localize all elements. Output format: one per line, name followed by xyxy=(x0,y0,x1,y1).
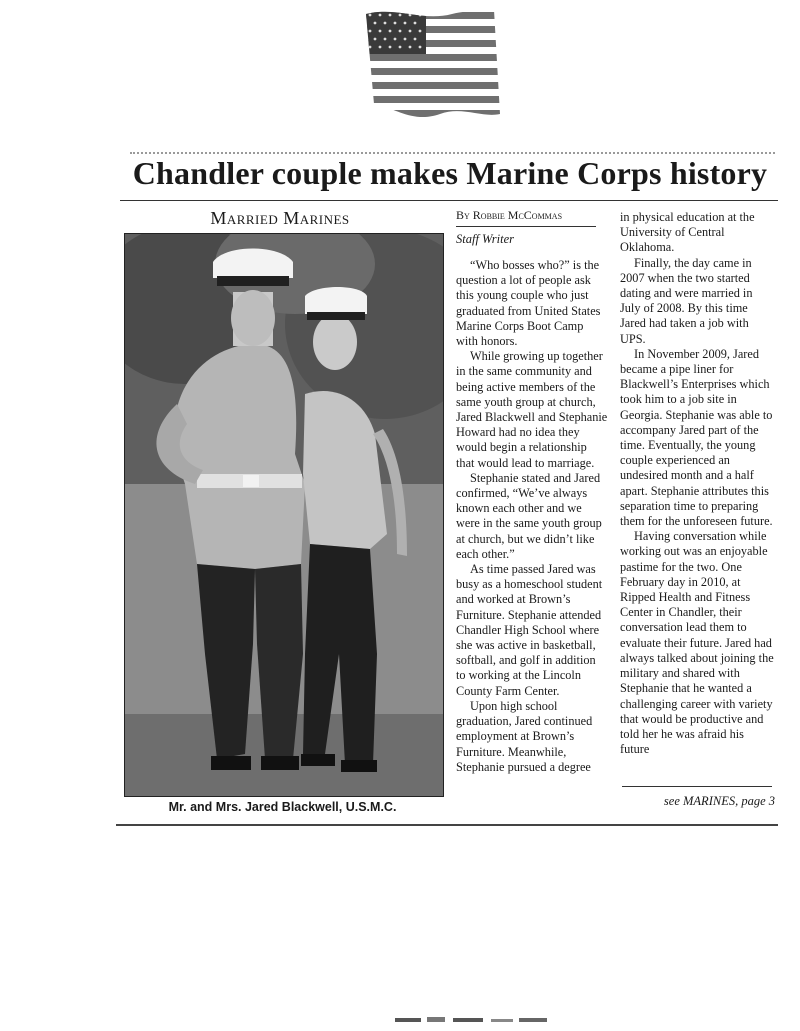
paragraph: Stephanie stated and Jared confirmed, “We’ve always known each other and we were in the same youth group at church, but we didn’t like each other.” xyxy=(456,470,602,561)
headline-underline xyxy=(120,200,778,201)
article-column-1 xyxy=(456,258,608,808)
paragraph: In November 2009, Jared became a pipe liner for Blackwell’s Enterprises which took him to a job site in Georgia. Stephanie was able to accompany Jared part of the time. Eventually, the young couple experienced an undesired month and a half apart. Stephanie attributes this separation time to preparing them for the unforeseen future. xyxy=(620,346,773,529)
paragraph: in physical education at the University of Central Oklahoma. xyxy=(620,210,755,255)
column-end-rule xyxy=(622,786,772,787)
headline: Chandler couple makes Marine Corps history xyxy=(132,155,768,191)
scan-artifact-icon xyxy=(395,1016,555,1024)
section-label: Married Marines xyxy=(210,208,350,228)
paragraph: While growing up together in the same community and being active members of the same youth group at church, Jared Blackwell and Stephanie Howard had no idea they would begin a relationship that would lead to marriage. xyxy=(456,349,608,470)
paragraph: “Who bosses who?” is the question a lot of people ask this young couple who just graduated from United States Marine Corps Boot Camp with honors. xyxy=(456,258,601,349)
byline: By Robbie McCommas xyxy=(456,208,563,222)
photo-caption: Mr. and Mrs. Jared Blackwell, U.S.M.C. xyxy=(168,800,397,814)
byline-rule xyxy=(456,226,596,227)
headline-dotted-rule xyxy=(130,152,775,154)
jump-line: see MARINES, page 3 xyxy=(663,794,775,808)
paragraph: As time passed Jared was busy as a homeschool student and worked at Brown’s Furniture. Stephanie attended Chandler High School where she was active in basketball, softball, and golf in addition to working at the Lincoln County Farm Center. xyxy=(456,562,603,698)
article-bottom-rule xyxy=(116,824,778,826)
byline-role: Staff Writer xyxy=(456,232,514,246)
paragraph: Upon high school graduation, Jared continued employment at Brown’s Furniture. Meanwhile, Stephanie pursued a degree xyxy=(456,698,593,774)
article-column-2 xyxy=(620,210,775,790)
american-flag-icon xyxy=(362,6,502,121)
paragraph: Having conversation while working out was an enjoyable pastime for the two. One February day in 2010, at Ripped Health and Fitness Center in Chandler, their conversation lead them to evaluate their future. Jared had always talked about joining the military and shared with Stephanie that he wanted a challenging career with variety that would be productive and told her he was afraid his future xyxy=(620,529,774,757)
couple-photo xyxy=(124,233,444,797)
paragraph: Finally, the day came in 2007 when the two started dating and were married in July of 2008. By this time Jared had taken a job with UPS. xyxy=(620,255,753,346)
